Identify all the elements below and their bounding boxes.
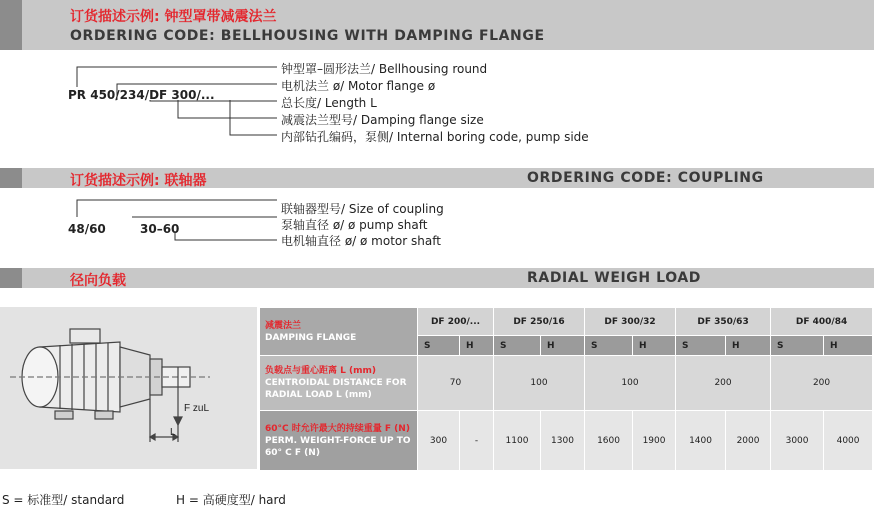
table-header-en: DAMPING FLANGE (265, 332, 357, 343)
row-centroidal-en: CENTROIDAL DISTANCE FOR RADIAL LOAD L (mm) (265, 378, 407, 400)
coupling-desc-2: 泵轴直径 ø/ ø pump shaft (281, 218, 428, 232)
row-weight-force-en: PERM. WEIGHT-FORCE UP TO 60° C F (N) (265, 435, 411, 458)
section3-header-square (0, 268, 22, 288)
force-df250-h: 1300 (541, 411, 585, 471)
row-weight-force-cn: 60°C 时允许最大的持续重量 F (N) (265, 423, 410, 434)
subcolumn-h: H (541, 336, 585, 356)
table-header-cn: 减震法兰 (265, 320, 302, 331)
row-centroidal-cn: 负载点与重心距离 L (mm) (265, 366, 376, 376)
section2-title-en: ORDERING CODE: COUPLING (527, 170, 764, 186)
subcolumn-h: H (460, 336, 494, 356)
radial-load-table (259, 307, 873, 471)
centroidal-df250: 100 (494, 356, 585, 411)
column-df350: DF 350/63 (676, 308, 771, 336)
force-df300-h: 1900 (633, 411, 676, 471)
centroidal-df400: 200 (771, 356, 873, 411)
bellhousing-desc-5: 内部钻孔编码，泵侧/ Internal boring code, pump side (281, 130, 589, 144)
force-df400-s: 3000 (771, 411, 824, 471)
section1-title-en: ORDERING CODE: BELLHOUSING WITH DAMPING FLANGE (70, 28, 545, 44)
force-df350-s: 1400 (676, 411, 726, 471)
force-df350-h: 2000 (726, 411, 771, 471)
bellhousing-desc-1: 钟型罩–圆形法兰/ Bellhousing round (281, 62, 488, 76)
subcolumn-s: S (418, 336, 460, 356)
figure-force-label: F zuL (184, 403, 210, 414)
motor-radial-load-figure (0, 307, 257, 469)
legend-hard: H = 高硬度型/ hard (176, 493, 286, 507)
force-df250-s: 1100 (494, 411, 541, 471)
motor-drawing (0, 307, 257, 469)
coupling-desc-3: 电机轴直径 ø/ ø motor shaft (281, 234, 441, 248)
centroidal-df200: 70 (418, 356, 494, 411)
subcolumn-h: H (726, 336, 771, 356)
column-df250: DF 250/16 (494, 308, 585, 336)
coupling-code-b: 30–60 (140, 222, 180, 236)
bellhousing-desc-4: 减震法兰型号/ Damping flange size (281, 113, 484, 127)
column-df300: DF 300/32 (585, 308, 676, 336)
section2-title-cn: 订货描述示例: 联轴器 (70, 173, 207, 189)
table-row (260, 411, 873, 471)
subcolumn-h: H (633, 336, 676, 356)
coupling-code-a: 48/60 (68, 222, 106, 236)
table-row (260, 356, 873, 411)
subcolumn-s: S (771, 336, 824, 356)
subcolumn-s: S (676, 336, 726, 356)
coupling-desc-1: 联轴器型号/ Size of coupling (281, 202, 444, 216)
column-df200: DF 200/... (418, 308, 494, 336)
legend-standard: S = 标准型/ standard (2, 493, 125, 507)
force-df200-s: 300 (418, 411, 460, 471)
force-df300-s: 1600 (585, 411, 633, 471)
column-df400: DF 400/84 (771, 308, 873, 336)
figure-length-label: L (170, 427, 176, 438)
row-weight-force-label (260, 411, 418, 471)
subcolumn-s: S (585, 336, 633, 356)
bellhousing-desc-3: 总长度/ Length L (281, 96, 377, 110)
row-centroidal-label (260, 356, 418, 411)
section3-header-bar (0, 268, 874, 288)
force-df200-h: - (460, 411, 494, 471)
centroidal-df300: 100 (585, 356, 676, 411)
section3-title-en: RADIAL WEIGH LOAD (527, 270, 701, 286)
ordering-code-value: 450/234/DF 300/... (90, 88, 215, 102)
subcolumn-s: S (494, 336, 541, 356)
force-df400-h: 4000 (824, 411, 873, 471)
bellhousing-desc-2: 电机法兰 ø/ Motor flange ø (281, 79, 436, 93)
table-header-cell (260, 308, 418, 356)
subcolumn-h: H (824, 336, 873, 356)
centroidal-df350: 200 (676, 356, 771, 411)
section3-title-cn: 径向负载 (70, 273, 126, 289)
section2-header-square (0, 168, 22, 188)
ordering-code-prefix: PR (68, 88, 87, 102)
section1-title-cn: 订货描述示例: 钟型罩带减震法兰 (70, 9, 277, 25)
